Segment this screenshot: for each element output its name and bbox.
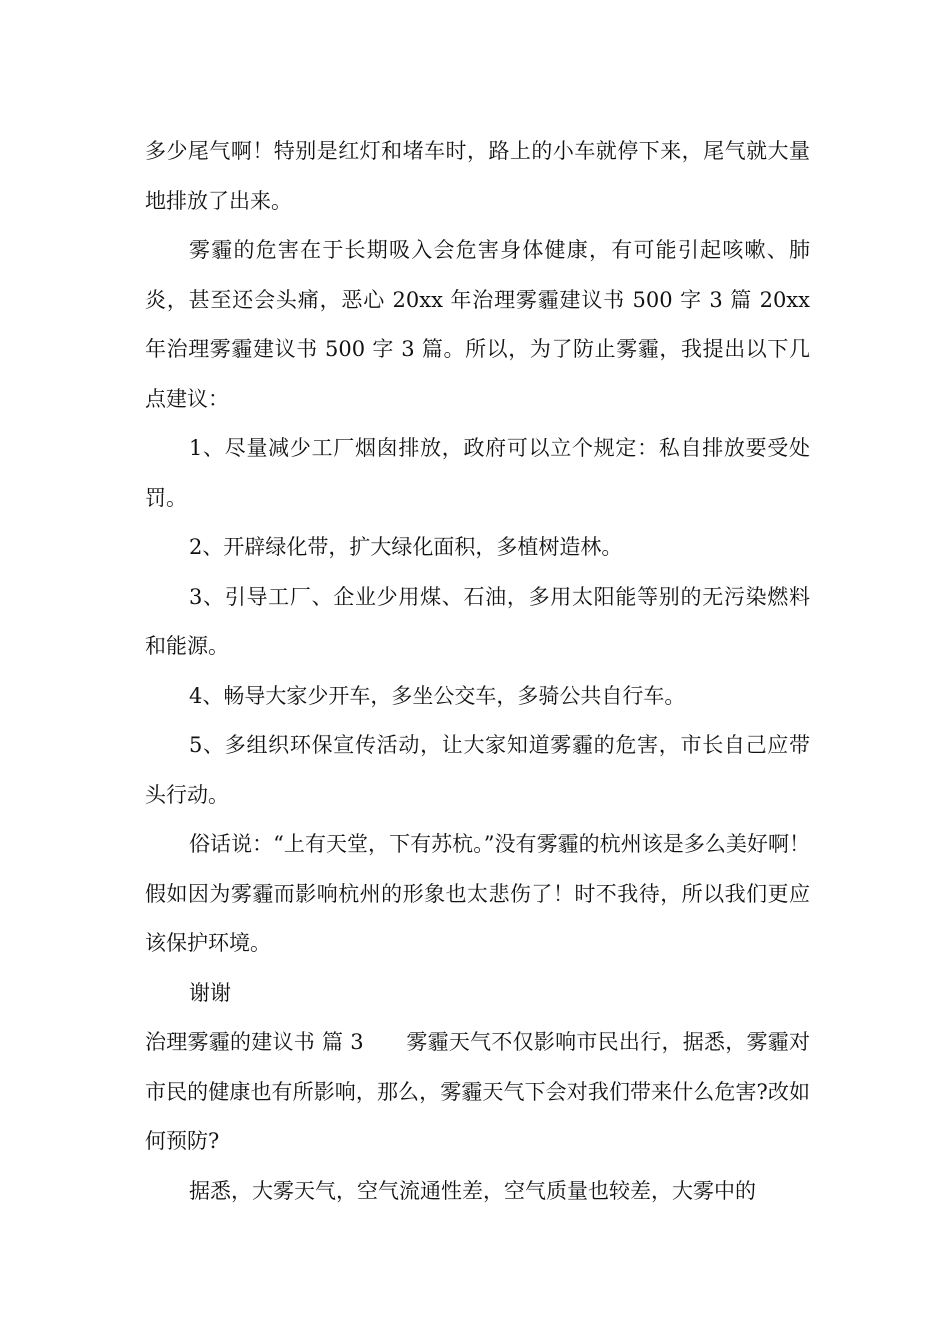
paragraph-proverb: 俗话说：“上有天堂，下有苏杭。”没有雾霾的杭州该是多么美好啊！假如因为雾霾而影响杭州的形象也太悲伤了！时不我待，所以我们更应该保护环境。 [145, 832, 810, 955]
paragraph-exhaust: 多少尾气啊！特别是红灯和堵车时，路上的小车就停下来，尾气就大量地排放了出来。 [145, 139, 810, 213]
suggestion-item-1: 1、尽量减少工厂烟囱排放，政府可以立个规定：私自排放要受处罚。 [145, 436, 810, 510]
suggestion-item-3: 3、引导工厂、企业少用煤、石油，多用太阳能等别的无污染燃料和能源。 [145, 584, 810, 658]
paragraph-thanks: 谢谢 [189, 980, 231, 1005]
suggestion-item-4: 4、畅导大家少开车，多坐公交车，多骑公共自行车。 [189, 683, 686, 708]
section-3-text: 雾霾天气不仅影响市民出行，据悉，雾霾对市民的健康也有所影响，那么，雾霾天气下会对我们带来什么危害?改如何预防? [145, 1030, 811, 1153]
suggestion-item-2: 2、开辟绿化带，扩大绿化面积，多植树造林。 [189, 535, 623, 559]
suggestion-item-5: 5、多组织环保宣传活动，让大家知道雾霾的危害，市长自己应带头行动。 [145, 733, 810, 807]
paragraph-fog-weather: 据悉，大雾天气，空气流通性差，空气质量也较差，大雾中的 [189, 1178, 756, 1203]
section-3-gap [364, 1030, 407, 1054]
paragraph-haze-harm: 雾霾的危害在于长期吸入会危害身体健康，有可能引起咳嗽、肺炎，甚至还会头痛，恶心 20xx 年治理雾霾建议书 500 字 3 篇 20xx 年治理雾霾建议书 500 字 3 篇。所以，为了防止雾霾，我提出以下几点建议： [145, 238, 810, 411]
document-body [145, 127, 810, 1216]
section-3-paragraph [145, 1018, 810, 1167]
section-3-title: 治理雾霾的建议书 篇 3 [145, 1030, 364, 1054]
